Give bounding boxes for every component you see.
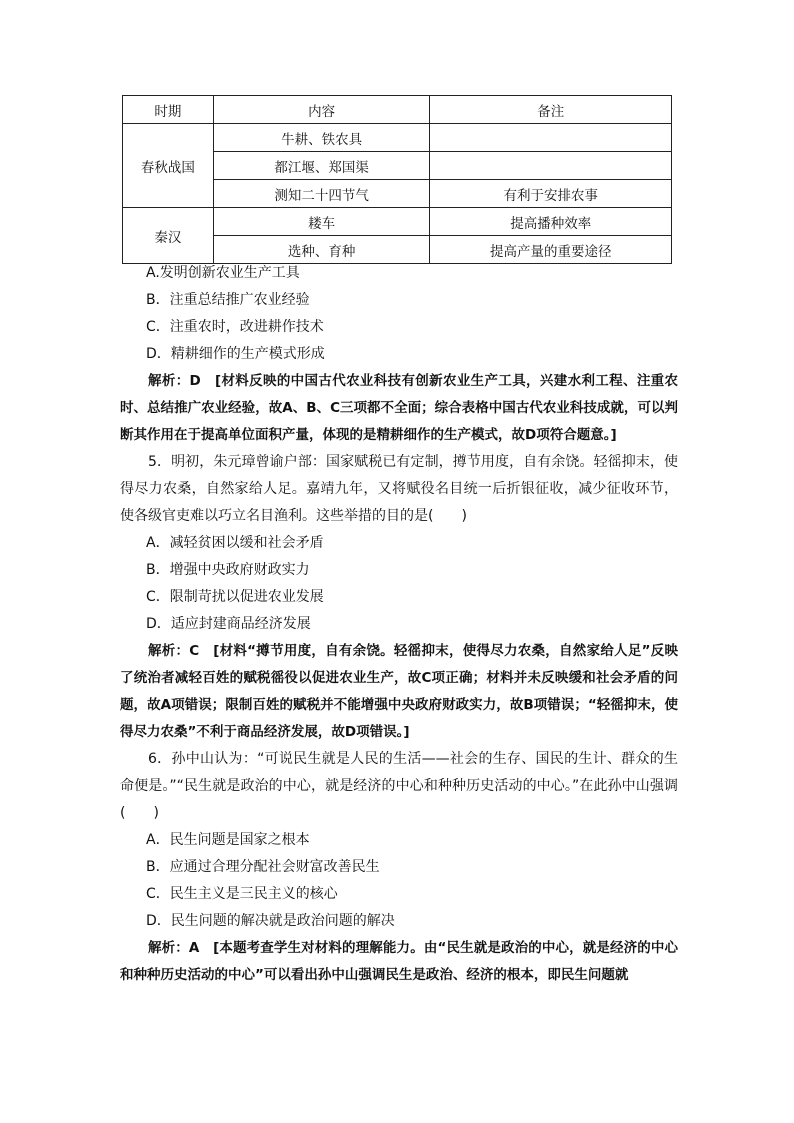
agriculture-table (122, 95, 672, 264)
analysis-text: D [材料反映的中国古代农业科技有创新农业生产工具，兴建水利工程、注重农时、总结推广农业经验，故A、B、C三项都不全面；综合表格中国古代农业科技成就，可以判断其作用在于提高单位面积产量，体现的是精耕细作的生产模式，故D项符合题意。] (120, 373, 679, 443)
table-header-cell: 备注 (430, 96, 672, 124)
q6-option-b: B．应通过合理分配社会财富改善民生 (146, 859, 380, 875)
table-content-cell: 牛耕、铁农具 (213, 124, 430, 152)
table-period-cell: 秦汉 (123, 208, 214, 264)
q6-analysis (120, 935, 678, 989)
q5-stem: 5．明初，朱元璋曾谕户部：国家赋税已有定制，撙节用度，自有余饶。轻徭抑末，使得尽力农桑，自然家给人足。嘉靖九年，又将赋役名目统一后折银征收，减少征收环节，使各级官吏难以巧立名目渔利。这些举措的目的是( ) (120, 454, 678, 524)
table-content-cell: 选种、育种 (213, 236, 430, 264)
table-row (123, 208, 672, 236)
table-note-cell (430, 152, 672, 180)
q5-analysis (120, 638, 678, 746)
question-content (120, 260, 678, 989)
table-header-cell: 内容 (213, 96, 430, 124)
q5-option-a: A．减轻贫困以缓和社会矛盾 (146, 535, 324, 551)
table-content-cell: 都江堰、郑国渠 (213, 152, 430, 180)
table-content-cell: 测知二十四节气 (213, 180, 430, 208)
table-header-row (123, 96, 672, 124)
table-content-cell: 耧车 (213, 208, 430, 236)
table-note-cell: 提高产量的重要途径 (430, 236, 672, 264)
q4-option-a: A.发明创新农业生产工具 (146, 265, 300, 281)
q4-option-b: B．注重总结推广农业经验 (146, 292, 310, 308)
q6-option-a: A．民生问题是国家之根本 (146, 832, 310, 848)
q6-option-d: D．民生问题的解决就是政治问题的解决 (146, 913, 395, 929)
table-row (123, 124, 672, 152)
analysis-label: 解析： (148, 940, 189, 956)
q6-stem: 6．孙中山认为：“可说民生就是人民的生活——社会的生存、国民的生计、群众的生命便是。”“民生就是政治的中心，就是经济的中心和种种历史活动的中心。”在此孙中山强调( ) (120, 751, 678, 821)
q5-option-b: B．增强中央政府财政实力 (146, 562, 310, 578)
analysis-label: 解析： (148, 643, 190, 659)
analysis-label: 解析： (148, 373, 190, 389)
q5-option-d: D．适应封建商品经济发展 (146, 616, 311, 632)
table-note-cell: 提高播种效率 (430, 208, 672, 236)
q6-option-c: C．民生主义是三民主义的核心 (146, 886, 338, 902)
analysis-text: C [材料“撙节用度，自有余饶。轻徭抑末，使得尽力农桑，自然家给人足”反映了统治者减轻百姓的赋税徭役以促进农业生产，故C项正确；材料并未反映缓和社会矛盾的问题，故A项错误；限制百姓的赋税并不能增强中央政府财政实力，故B项错误；“轻徭抑末，使得尽力农桑”不利于商品经济发展，故D项错误。] (120, 643, 679, 740)
q5-option-c: C．限制苛扰以促进农业发展 (146, 589, 324, 605)
table-note-cell: 有利于安排农事 (430, 180, 672, 208)
table-period-cell: 春秋战国 (123, 124, 214, 208)
analysis-text: A [本题考查学生对材料的理解能力。由“民生就是政治的中心，就是经济的中心和种种历史活动的中心”可以看出孙中山强调民生是政治、经济的根本，即民生问题就 (120, 940, 678, 983)
table-header-cell: 时期 (123, 96, 214, 124)
q4-analysis (120, 368, 678, 449)
q4-option-d: D．精耕细作的生产模式形成 (146, 346, 325, 362)
table-note-cell (430, 124, 672, 152)
q4-option-c: C．注重农时，改进耕作技术 (146, 319, 324, 335)
